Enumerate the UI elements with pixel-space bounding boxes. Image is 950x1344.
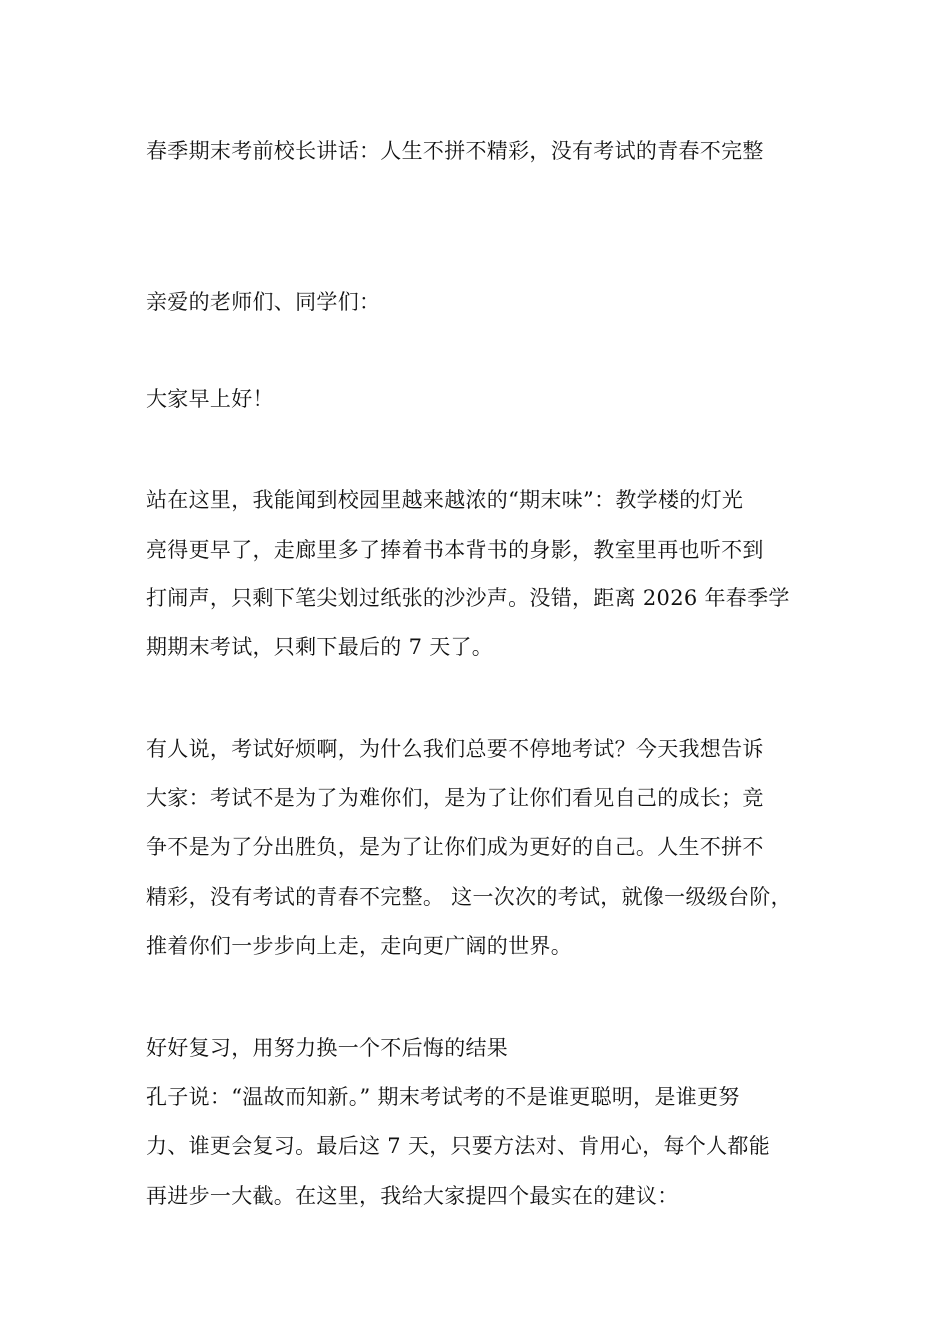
paragraph-line: 大家：考试不是为了为难你们，是为了让你们看见自己的成长；竞 (146, 786, 764, 810)
paragraph-line: 有人说，考试好烦啊，为什么我们总要不停地考试？今天我想告诉 (146, 737, 764, 761)
paragraph-line: 争不是为了分出胜负，是为了让你们成为更好的自己。人生不拼不 (146, 835, 764, 859)
document-title: 春季期末考前校长讲话：人生不拼不精彩，没有考试的青春不完整 (146, 139, 764, 163)
salutation: 亲爱的老师们、同学们： (146, 290, 381, 314)
paragraph-line: 站在这里，我能闻到校园里越来越浓的“期末味”：教学楼的灯光 (146, 488, 744, 512)
greeting: 大家早上好！ (146, 387, 274, 411)
paragraph-line: 精彩，没有考试的青春不完整。 这一次次的考试，就像一级级台阶， (146, 885, 792, 909)
section-heading: 好好复习，用努力换一个不后悔的结果 (146, 1036, 509, 1060)
paragraph-line: 再进步一大截。在这里，我给大家提四个最实在的建议： (146, 1184, 679, 1208)
paragraph-line: 孔子说：“温故而知新。” 期末考试考的不是谁更聪明，是谁更努 (146, 1085, 740, 1109)
paragraph-line: 打闹声，只剩下笔尖划过纸张的沙沙声。没错，距离 2026 年春季学 (146, 586, 790, 610)
paragraph-line: 期期末考试，只剩下最后的 7 天了。 (146, 635, 494, 659)
paragraph-line: 力、谁更会复习。最后这 7 天，只要方法对、肯用心，每个人都能 (146, 1134, 771, 1158)
paragraph-line: 推着你们一步步向上走，走向更广阔的世界。 (146, 934, 572, 958)
paragraph-line: 亮得更早了，走廊里多了捧着书本背书的身影，教室里再也听不到 (146, 538, 764, 562)
